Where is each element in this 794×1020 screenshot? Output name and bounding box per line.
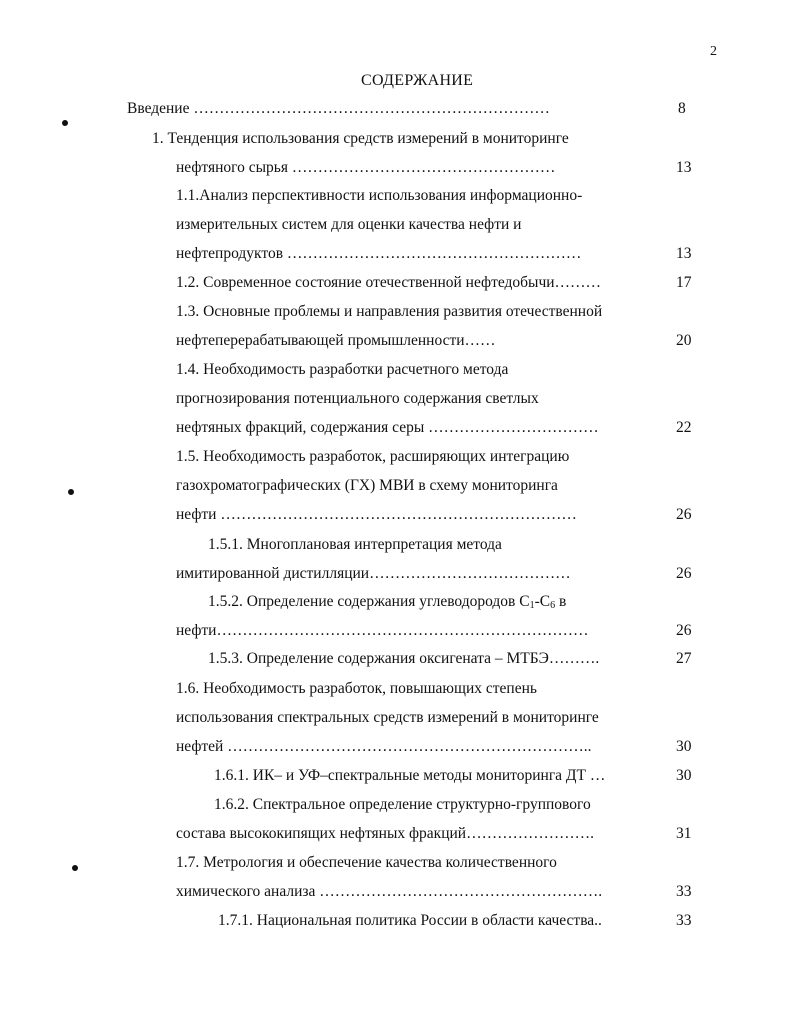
toc-entry-text: 1.5.1. Многоплановая интерпретация метода: [208, 536, 502, 553]
toc-entry-text: 1.5.3. Определение содержания оксигената – МТБЭ……….: [208, 650, 600, 667]
toc-entry-page: 13: [676, 159, 692, 176]
toc-entry-text: нефтеперерабатывающей промышленности……: [176, 332, 496, 349]
toc-entry-page: 31: [676, 825, 692, 842]
toc-entry-text: Введение ……………………………………………………………: [127, 100, 550, 117]
toc-entry-text: состава высококипящих нефтяных фракций…………………….: [176, 825, 594, 842]
toc-entry-text: 1.6. Необходимость разработок, повышающих степень: [176, 680, 537, 697]
toc-entry-text: 1.3. Основные проблемы и направления развития отечественной: [176, 303, 603, 320]
toc-entry-text: 1.7.1. Национальная политика России в области качества..: [218, 912, 602, 929]
toc-entry-page: 26: [676, 565, 692, 582]
toc-entry-text: 1.5. Необходимость разработок, расширяющих интеграцию: [176, 448, 570, 465]
page-title: СОДЕРЖАНИЕ: [361, 72, 474, 89]
toc-entry-page: 26: [676, 506, 692, 523]
toc-entry-text: прогнозирования потенциального содержания светлых: [176, 390, 539, 407]
toc-entry-text: измерительных систем для оценки качества нефти и: [176, 216, 522, 233]
scan-speck: [72, 865, 78, 871]
toc-entry-text: имитированной дистилляции…………………………………: [176, 565, 571, 582]
scan-speck: [62, 120, 68, 126]
scan-speck: [68, 489, 74, 495]
toc-entry-text: нефтей ……………………………………………………………..: [176, 738, 592, 755]
toc-entry-text: 1.7. Метрология и обеспечение качества количественного: [176, 854, 557, 871]
toc-entry-text: использования спектральных средств измерений в мониторинге: [176, 709, 599, 726]
page-number: 2: [710, 44, 717, 59]
toc-entry-text: нефтяного сырья ……………………………………………: [176, 159, 556, 176]
toc-entry-text: нефтяных фракций, содержания серы ……………………………: [176, 419, 599, 436]
toc-entry-text: химического анализа ……………………………………………….: [176, 883, 603, 900]
toc-entry-text: нефтепродуктов …………………………………………………: [176, 245, 582, 262]
toc-entry-text: 1.5.2. Определение содержания углеводородов $C_1-C_6$ в: [208, 593, 567, 611]
toc-entry-page: 30: [676, 738, 692, 755]
toc-entry-text: нефти ……………………………………………………………: [176, 506, 577, 523]
toc-entry-text: 1.6.2. Спектральное определение структурно-группового: [214, 796, 591, 813]
toc-entry-page: 27: [676, 650, 692, 667]
toc-entry-text: нефти………………………………………………………………: [176, 622, 589, 639]
toc-entry-page: 20: [676, 332, 692, 349]
toc-entry-page: 17: [676, 274, 692, 291]
toc-entry-page: 26: [676, 622, 692, 639]
toc-entry-text: 1.6.1. ИК– и УФ–спектральные методы мониторинга ДТ …: [214, 767, 606, 784]
toc-entry-page: 22: [676, 419, 692, 436]
toc-entry-page: 8: [678, 100, 686, 117]
toc-entry-page: 30: [676, 767, 692, 784]
toc-entry-page: 33: [676, 912, 692, 929]
toc-entry-text: 1.4. Необходимость разработки расчетного метода: [176, 361, 509, 378]
toc-entry-text: 1.1.Анализ перспективности использования информационно-: [176, 187, 583, 204]
toc-entry-text: газохроматографических (ГХ) МВИ в схему мониторинга: [176, 477, 558, 494]
toc-entry-page: 13: [676, 245, 692, 262]
toc-entry-text: 1. Тенденция использования средств измерений в мониторинге: [152, 130, 569, 147]
toc-entry-text: 1.2. Современное состояние отечественной нефтедобычи………: [176, 274, 602, 291]
toc-entry-page: 33: [676, 883, 692, 900]
